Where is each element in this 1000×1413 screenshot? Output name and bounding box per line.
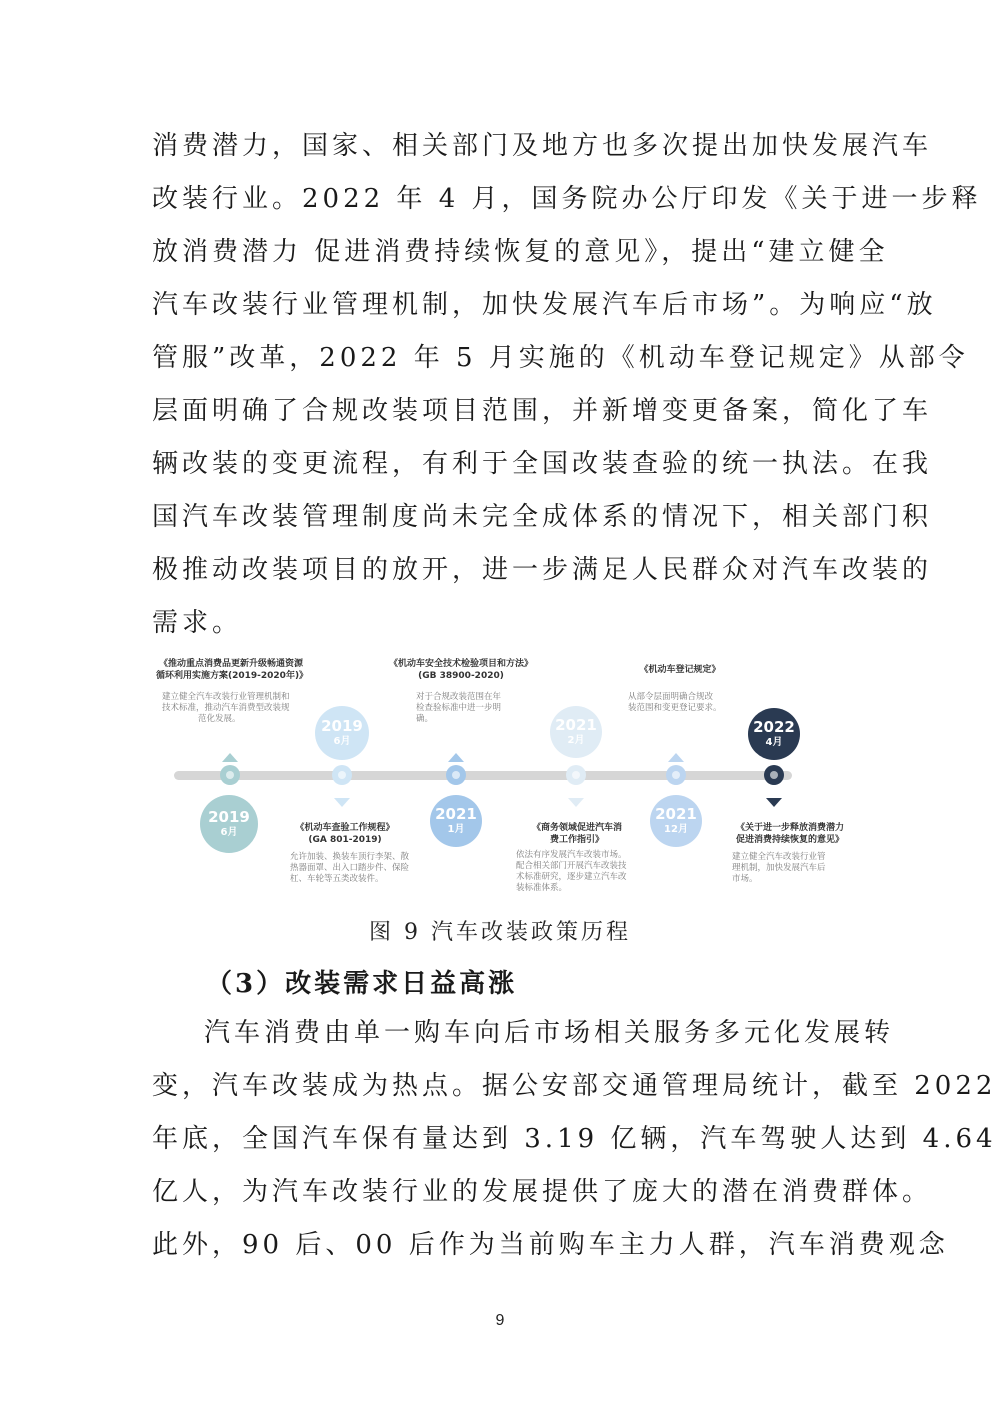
event-6-date-badge <box>748 708 800 760</box>
event-title-line: 循环利用实施方案(2019-2020年)》 <box>156 671 309 681</box>
event-5-title <box>620 664 740 676</box>
event-desc-line: 术标准研究，逐步建立汽车改 <box>516 872 627 882</box>
arrow-up-icon <box>668 753 684 762</box>
event-desc-line: 热器面罩、出入口踏步件、保险 <box>290 863 410 873</box>
event-title-line: (GB 38900-2020) <box>418 671 504 681</box>
event-desc-line: 配合相关部门开展汽车改装技 <box>516 861 627 871</box>
event-year: 2019 <box>208 808 250 826</box>
event-desc-line: 范化发展。 <box>198 714 241 724</box>
event-3-date-badge <box>430 795 482 847</box>
text-line: 国汽车改装管理制度尚未完全成体系的情况下，相关部门积 <box>152 502 933 532</box>
event-4-title <box>522 822 632 846</box>
text-line: 需求。 <box>152 608 243 638</box>
text-line: 此外，90 后、00 后作为当前购车主力人群，汽车消费观念 <box>152 1230 949 1260</box>
event-title-line: 《关于进一步释放消费潜力 <box>735 823 844 833</box>
page-number: 9 <box>495 1312 505 1329</box>
text-line: 年底，全国汽车保有量达到 3.19 亿辆，汽车驾驶人达到 4.64 <box>152 1124 997 1154</box>
event-month: 12月 <box>664 824 688 835</box>
timeline-node-4 <box>566 765 586 785</box>
arrow-down-icon <box>334 798 350 807</box>
event-title-line: 《机动车安全技术检验项目和方法》 <box>388 659 533 669</box>
event-3-desc <box>416 692 526 725</box>
event-desc-line: 建立健全汽车改装行业管 <box>732 852 826 862</box>
text-line: 极推动改装项目的放开，进一步满足人民群众对汽车改装的 <box>152 555 933 585</box>
event-desc-line: 允许加装、换装车顶行李架、散 <box>290 852 410 862</box>
arrow-up-icon <box>448 753 464 762</box>
event-4-desc <box>516 850 646 894</box>
text-line: 汽车改装行业管理机制，加快发展汽车后市场”。为响应“放 <box>152 290 937 320</box>
timeline-node-3 <box>446 765 466 785</box>
event-desc-line: 检查验标准中进一步明 <box>416 703 502 713</box>
event-4-date-badge <box>550 706 602 758</box>
event-desc-line: 对于合规改装范围在年 <box>416 692 502 702</box>
event-desc-line: 技术标准，推动汽车消费型改装规 <box>162 703 290 713</box>
text-line: 消费潜力，国家、相关部门及地方也多次提出加快发展汽车 <box>152 131 933 161</box>
text-line: 亿人，为汽车改装行业的发展提供了庞大的潜在消费群体。 <box>152 1177 933 1207</box>
event-month: 4月 <box>765 737 783 748</box>
event-month: 2月 <box>567 735 585 746</box>
event-5-desc <box>628 692 748 714</box>
event-desc-line: 装范围和变更登记要求。 <box>628 703 722 713</box>
body-paragraph-1 <box>152 120 982 650</box>
event-2-title <box>290 822 400 846</box>
event-title-line: 《商务领域促进汽车消 <box>531 823 622 833</box>
event-desc-line: 建立健全汽车改装行业管理机制和 <box>162 692 290 702</box>
section-heading: （3）改装需求日益高涨 <box>206 969 518 999</box>
event-title-line: 费工作指引》 <box>549 835 604 845</box>
event-1-date-badge <box>200 795 258 853</box>
text-line: 变，汽车改装成为热点。据公安部交通管理局统计，截至 2022 <box>152 1071 997 1101</box>
event-title-line: 《机动车登记规定》 <box>639 665 721 675</box>
timeline-node-2 <box>332 765 352 785</box>
event-2-desc <box>290 852 420 885</box>
event-year: 2021 <box>655 805 697 823</box>
event-desc-line: 市场。 <box>732 874 758 884</box>
figure-caption: 图 9 汽车改装政策历程 <box>369 920 631 945</box>
arrow-down-icon <box>766 798 782 807</box>
timeline-node-1 <box>220 765 240 785</box>
text-line: 辆改装的变更流程，有利于全国改装查验的统一执法。在我 <box>152 449 933 479</box>
event-month: 1月 <box>447 824 465 835</box>
policy-timeline-figure <box>150 650 850 900</box>
event-desc-line: 从部令层面明确合规改 <box>628 692 714 702</box>
event-1-desc <box>162 692 302 725</box>
text-line: 汽车消费由单一购车向后市场相关服务多元化发展转 <box>204 1018 895 1048</box>
event-title-line: 促进消费持续恢复的意见》 <box>735 835 844 845</box>
text-line: 层面明确了合规改装项目范围，并新增变更备案，简化了车 <box>152 396 933 426</box>
timeline-node-6 <box>764 765 784 785</box>
event-desc-line: 确。 <box>416 714 434 724</box>
timeline-axis <box>174 771 792 780</box>
text-line: 放消费潜力 促进消费持续恢复的意见》，提出“建立健全 <box>152 237 889 267</box>
event-1-title <box>156 658 309 682</box>
event-desc-line: 依法有序发展汽车改装市场。 <box>516 850 627 860</box>
event-3-title <box>386 658 536 682</box>
event-5-date-badge <box>650 795 702 847</box>
arrow-up-icon <box>222 753 238 762</box>
event-title-line: 《机动车查验工作规程》 <box>295 823 395 833</box>
event-year: 2021 <box>435 805 477 823</box>
event-year: 2022 <box>753 718 795 736</box>
event-6-title <box>730 822 850 846</box>
event-title-line: (GA 801-2019) <box>308 835 382 845</box>
event-desc-line: 装标准体系。 <box>516 883 568 893</box>
body-paragraph-2 <box>152 1007 997 1272</box>
event-year: 2021 <box>555 716 597 734</box>
event-title-line: 《推动重点消费品更新升级畅通资源 <box>158 659 303 669</box>
text-line: 管服”改革，2022 年 5 月实施的《机动车登记规定》从部令 <box>152 343 969 373</box>
text-line: 改装行业。2022 年 4 月，国务院办公厅印发《关于进一步释 <box>152 184 982 214</box>
event-desc-line: 理机制，加快发展汽车后 <box>732 863 826 873</box>
timeline-node-5 <box>666 765 686 785</box>
event-month: 6月 <box>333 736 351 747</box>
event-year: 2019 <box>321 717 363 735</box>
event-6-desc <box>732 852 850 885</box>
event-2-date-badge <box>315 706 369 760</box>
arrow-down-icon <box>568 798 584 807</box>
event-desc-line: 杠、车轮等五类改装件。 <box>290 874 384 884</box>
event-month: 6月 <box>220 827 238 838</box>
